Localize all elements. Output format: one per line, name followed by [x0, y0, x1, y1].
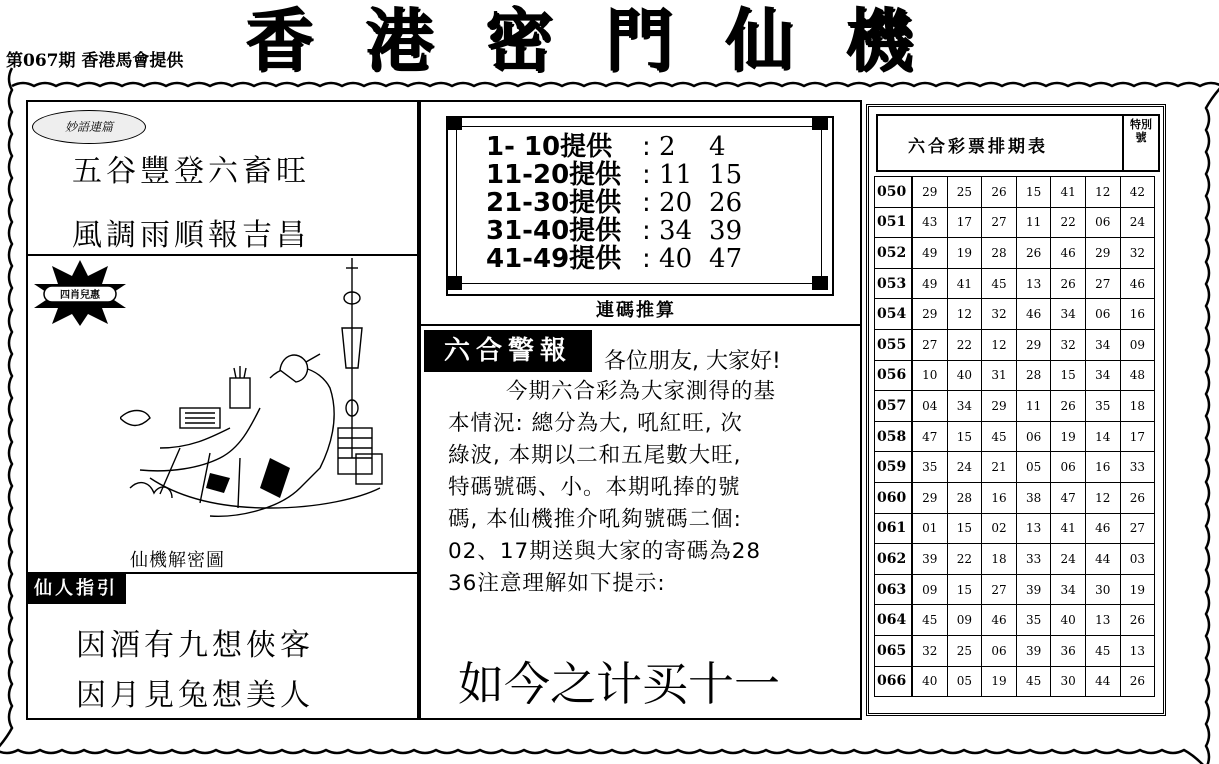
number-cell: 19 [1120, 574, 1155, 605]
number-cell: 03 [1120, 544, 1155, 575]
number-cell: 17 [947, 207, 982, 238]
number-cell: 35 [1085, 391, 1120, 422]
number-cell: 49 [912, 238, 947, 269]
number-cell: 40 [947, 360, 982, 391]
poem-line: 五谷豐登六畜旺 [72, 154, 310, 189]
period-cell: 057 [875, 391, 913, 422]
number-cell: 09 [1120, 329, 1155, 360]
range-label: 21-30提供 [486, 188, 622, 218]
period-cell: 056 [875, 360, 913, 391]
period-cell: 051 [875, 207, 913, 238]
table-row [875, 544, 1155, 575]
body-line: 36注意理解如下提示: [448, 571, 666, 596]
number-cell: 41 [947, 268, 982, 299]
number-cell: 26 [1120, 482, 1155, 513]
range-label: 11-20提供 [486, 160, 622, 190]
number-cell: 16 [982, 482, 1017, 513]
number-cell: 46 [1085, 513, 1120, 544]
poem-line: 因月見兔想美人 [76, 678, 314, 713]
number-b: 47 [709, 244, 743, 274]
number-cell: 35 [1016, 605, 1051, 636]
number-a: 34 [659, 216, 693, 246]
number-cell: 12 [982, 329, 1017, 360]
body-line: 本情況: 總分為大, 吼紅旺, 次 [448, 411, 743, 436]
number-cell: 11 [1016, 391, 1051, 422]
number-cell: 06 [982, 635, 1017, 666]
colon: : [642, 132, 651, 162]
number-cell: 39 [912, 544, 947, 575]
period-cell: 052 [875, 238, 913, 269]
number-cell: 22 [947, 544, 982, 575]
number-cell: 45 [982, 421, 1017, 452]
number-cell: 24 [1051, 544, 1086, 575]
number-cell: 15 [947, 513, 982, 544]
number-cell: 46 [1120, 268, 1155, 299]
number-cell: 26 [1051, 391, 1086, 422]
number-cell: 24 [947, 452, 982, 483]
table-row [875, 329, 1155, 360]
range-label: 41-49提供 [486, 244, 622, 274]
number-cell: 35 [912, 452, 947, 483]
number-row [486, 188, 759, 218]
divider [419, 324, 862, 326]
number-cell: 05 [1016, 452, 1051, 483]
poem-line: 風調雨順報吉昌 [72, 218, 310, 253]
number-cell: 45 [982, 268, 1017, 299]
number-cell: 02 [982, 513, 1017, 544]
alert-label: 六合警報 [424, 330, 592, 372]
colon: : [642, 216, 651, 246]
number-cell: 45 [1016, 666, 1051, 697]
colon: : [642, 188, 651, 218]
number-cell: 19 [947, 238, 982, 269]
number-cell: 29 [912, 482, 947, 513]
number-a: 11 [659, 160, 693, 190]
table-row [875, 666, 1155, 697]
number-cell: 15 [947, 574, 982, 605]
number-cell: 44 [1085, 666, 1120, 697]
body-line: 今期六合彩為大家測得的基 [506, 379, 777, 404]
number-cell: 29 [982, 391, 1017, 422]
number-cell: 41 [1051, 177, 1086, 208]
number-cell: 14 [1085, 421, 1120, 452]
body-line: 02、17期送與大家的寄碼為28 [448, 539, 762, 564]
number-cell: 48 [1120, 360, 1155, 391]
table-row [875, 574, 1155, 605]
number-cell: 40 [912, 666, 947, 697]
corner-ornament-icon [446, 276, 462, 290]
period-cell: 053 [875, 268, 913, 299]
table-row [875, 513, 1155, 544]
number-cell: 49 [912, 268, 947, 299]
table-row [875, 391, 1155, 422]
number-cell: 30 [1085, 574, 1120, 605]
page-title: 香港密門仙機 [245, 2, 966, 81]
number-cell: 12 [947, 299, 982, 330]
number-cell: 09 [947, 605, 982, 636]
number-cell: 26 [1051, 268, 1086, 299]
number-b: 39 [709, 216, 743, 246]
period-cell: 063 [875, 574, 913, 605]
number-row [486, 244, 759, 274]
table-row [875, 605, 1155, 636]
number-cell: 26 [1016, 238, 1051, 269]
number-cell: 04 [912, 391, 947, 422]
number-cell: 19 [982, 666, 1017, 697]
number-cell: 06 [1085, 207, 1120, 238]
period-cell: 060 [875, 482, 913, 513]
number-cell: 16 [1085, 452, 1120, 483]
scholar-illustration [120, 258, 410, 548]
poem-line: 因酒有九想俠客 [76, 628, 314, 663]
number-cell: 27 [982, 574, 1017, 605]
number-cell: 26 [1120, 666, 1155, 697]
number-cell: 27 [982, 207, 1017, 238]
number-cell: 32 [912, 635, 947, 666]
number-cell: 34 [1051, 574, 1086, 605]
number-cell: 39 [1016, 635, 1051, 666]
number-row [486, 132, 759, 162]
number-cell: 31 [982, 360, 1017, 391]
number-cell: 39 [1016, 574, 1051, 605]
number-cell: 47 [1051, 482, 1086, 513]
number-cell: 12 [1085, 177, 1120, 208]
number-cell: 15 [1016, 177, 1051, 208]
number-cell: 13 [1120, 635, 1155, 666]
number-cell: 01 [912, 513, 947, 544]
number-cell: 06 [1085, 299, 1120, 330]
number-cell: 12 [1085, 482, 1120, 513]
number-cell: 45 [912, 605, 947, 636]
corner-ornament-icon [812, 116, 828, 130]
number-cell: 44 [1085, 544, 1120, 575]
number-cell: 22 [1051, 207, 1086, 238]
table-row [875, 207, 1155, 238]
body-line: 特碼號碼、小。本期吼捧的號 [448, 475, 741, 500]
number-a: 20 [659, 188, 693, 218]
period-cell: 061 [875, 513, 913, 544]
table-row [875, 238, 1155, 269]
number-cell: 43 [912, 207, 947, 238]
number-cell: 34 [1085, 329, 1120, 360]
divider [1122, 114, 1124, 172]
number-cell: 27 [1120, 513, 1155, 544]
number-cell: 27 [1085, 268, 1120, 299]
section-badge: 妙語連篇 [32, 110, 146, 144]
number-cell: 29 [912, 299, 947, 330]
body-line: 綠波, 本期以二和五尾數大旺, [448, 443, 742, 468]
number-row [486, 160, 759, 190]
number-cell: 22 [947, 329, 982, 360]
calc-label: 連碼推算 [596, 300, 676, 321]
number-cell: 33 [1016, 544, 1051, 575]
number-cell: 16 [1120, 299, 1155, 330]
number-cell: 18 [982, 544, 1017, 575]
number-cell: 18 [1120, 391, 1155, 422]
number-b: 4 [709, 132, 726, 162]
number-cell: 10 [912, 360, 947, 391]
number-cell: 47 [912, 421, 947, 452]
colon: : [642, 160, 651, 190]
number-cell: 28 [982, 238, 1017, 269]
number-cell: 29 [912, 177, 947, 208]
number-cell: 05 [947, 666, 982, 697]
special-number-tag: 特別號 [1130, 118, 1152, 144]
number-cell: 40 [1051, 605, 1086, 636]
number-cell: 45 [1085, 635, 1120, 666]
number-a: 2 [659, 132, 676, 162]
number-cell: 26 [1120, 605, 1155, 636]
number-b: 26 [709, 188, 743, 218]
number-cell: 06 [1016, 421, 1051, 452]
period-cell: 054 [875, 299, 913, 330]
number-cell: 15 [947, 421, 982, 452]
number-row [486, 216, 759, 246]
number-cell: 11 [1016, 207, 1051, 238]
number-cell: 24 [1120, 207, 1155, 238]
number-cell: 29 [1085, 238, 1120, 269]
period-cell: 059 [875, 452, 913, 483]
number-cell: 30 [1051, 666, 1086, 697]
number-cell: 38 [1016, 482, 1051, 513]
number-cell: 28 [1016, 360, 1051, 391]
period-cell: 050 [875, 177, 913, 208]
number-cell: 19 [1051, 421, 1086, 452]
issue-number: 第067期 香港馬會提供 [6, 51, 184, 71]
table-row [875, 452, 1155, 483]
period-cell: 065 [875, 635, 913, 666]
number-cell: 26 [982, 177, 1017, 208]
body-line: 碼, 本仙機推介吼夠號碼二個: [448, 507, 742, 532]
period-cell: 062 [875, 544, 913, 575]
table-row [875, 299, 1155, 330]
number-cell: 32 [1120, 238, 1155, 269]
number-cell: 42 [1120, 177, 1155, 208]
number-cell: 21 [982, 452, 1017, 483]
number-a: 40 [659, 244, 693, 274]
number-cell: 27 [912, 329, 947, 360]
table-row [875, 177, 1155, 208]
number-cell: 06 [1051, 452, 1086, 483]
number-cell: 13 [1085, 605, 1120, 636]
corner-ornament-icon [446, 116, 462, 130]
period-cell: 055 [875, 329, 913, 360]
number-cell: 46 [982, 605, 1017, 636]
period-cell: 058 [875, 421, 913, 452]
period-cell: 064 [875, 605, 913, 636]
range-label: 31-40提供 [486, 216, 622, 246]
number-cell: 32 [1051, 329, 1086, 360]
number-cell: 15 [1051, 360, 1086, 391]
number-b: 15 [709, 160, 743, 190]
star-badge-icon [30, 258, 130, 328]
guide-label: 仙人指引 [26, 574, 126, 604]
number-cell: 13 [1016, 268, 1051, 299]
table-row [875, 268, 1155, 299]
number-cell: 29 [1016, 329, 1051, 360]
number-cell: 41 [1051, 513, 1086, 544]
table-row [875, 421, 1155, 452]
number-cell: 36 [1051, 635, 1086, 666]
period-cell: 066 [875, 666, 913, 697]
draw-schedule-table [874, 176, 1155, 697]
number-cell: 34 [1085, 360, 1120, 391]
number-cell: 46 [1051, 238, 1086, 269]
star-badge-label: 四肖兒惠 [60, 290, 100, 301]
greeting: 各位朋友, 大家好! [604, 349, 781, 374]
table-row [875, 482, 1155, 513]
handwritten-hint: 如今之计买十一 [458, 657, 780, 711]
illustration-caption: 仙機解密圖 [130, 550, 225, 571]
number-cell: 09 [912, 574, 947, 605]
table-row [875, 635, 1155, 666]
corner-ornament-icon [812, 276, 828, 290]
number-cell: 34 [947, 391, 982, 422]
number-cell: 25 [947, 177, 982, 208]
table-title: 六合彩票排期表 [908, 137, 1048, 157]
number-cell: 28 [947, 482, 982, 513]
table-row [875, 360, 1155, 391]
number-cell: 33 [1120, 452, 1155, 483]
number-cell: 46 [1016, 299, 1051, 330]
number-cell: 25 [947, 635, 982, 666]
divider [26, 254, 419, 256]
range-label: 1- 10提供 [486, 132, 613, 162]
number-cell: 32 [982, 299, 1017, 330]
colon: : [642, 244, 651, 274]
number-cell: 13 [1016, 513, 1051, 544]
number-cell: 34 [1051, 299, 1086, 330]
number-cell: 17 [1120, 421, 1155, 452]
